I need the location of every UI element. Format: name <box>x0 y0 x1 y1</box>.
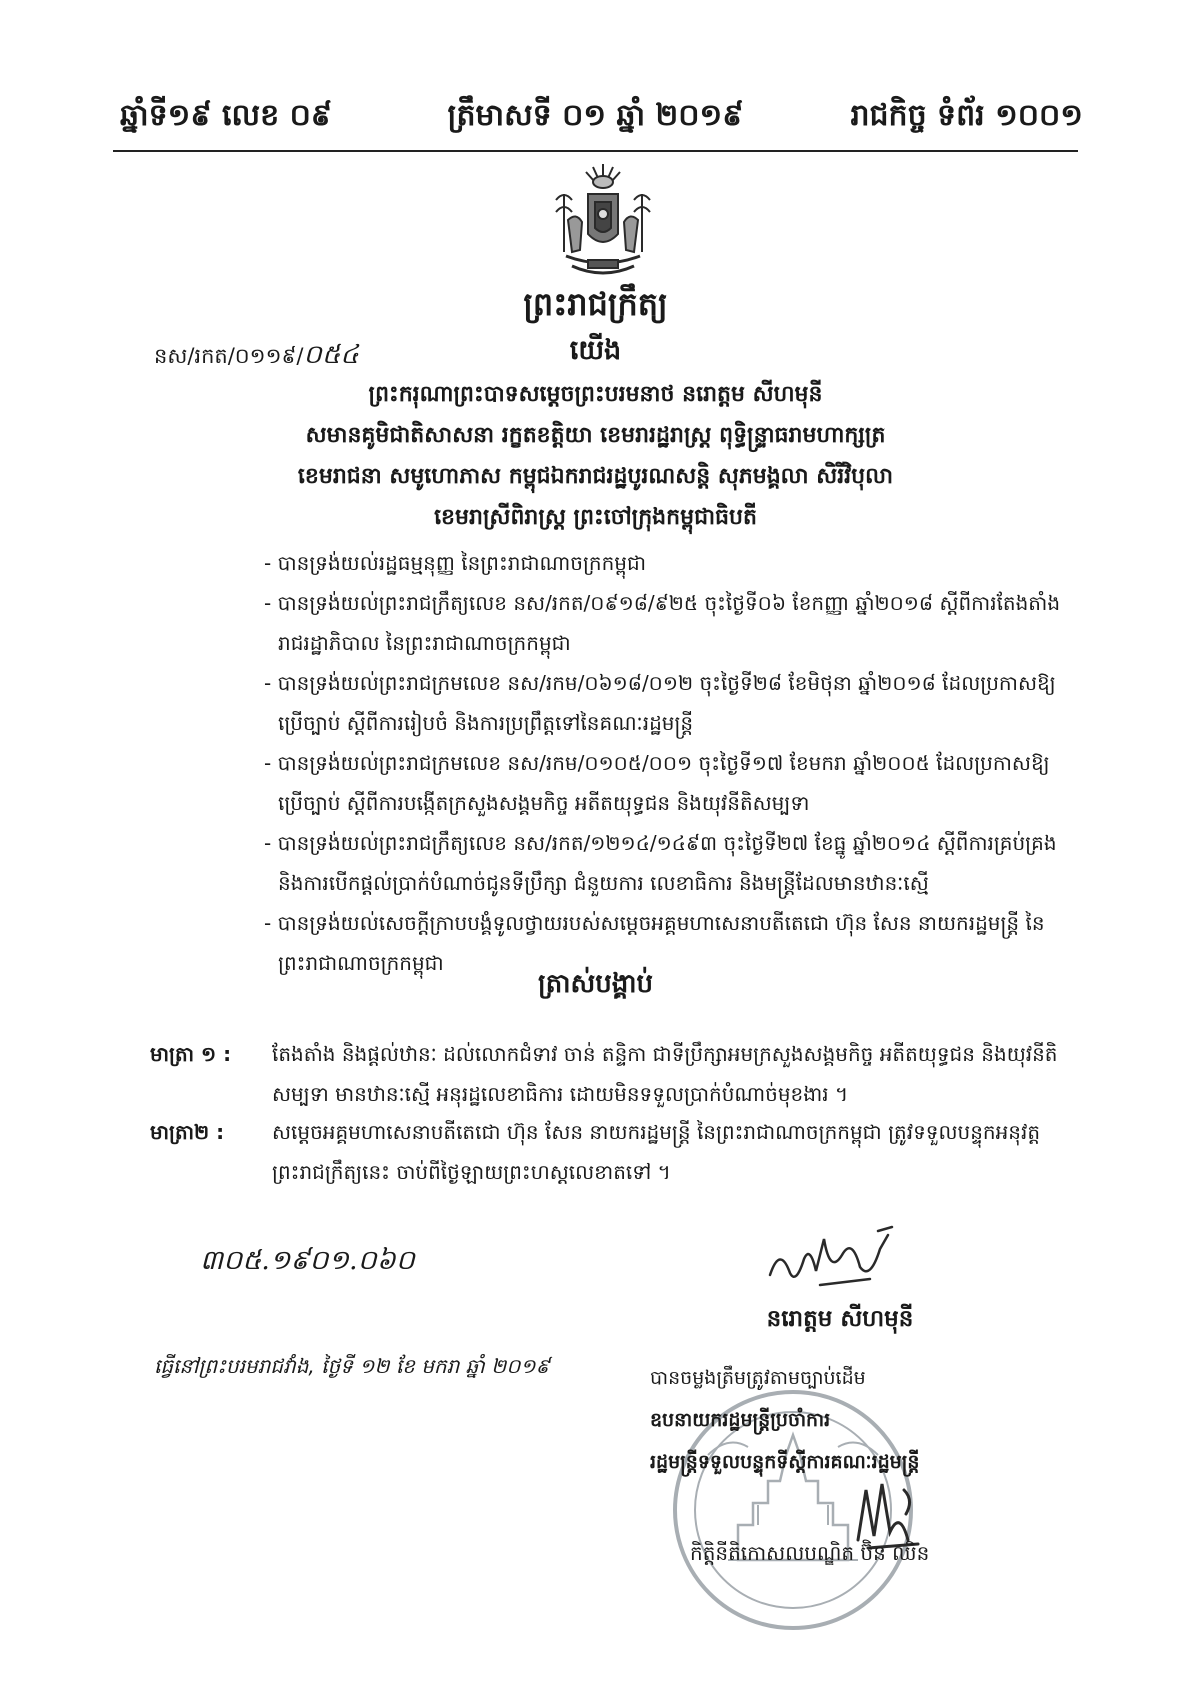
consideration-item: - បានទ្រង់យល់ព្រះរាជក្រមលេខ នស/រកម/០៦១៨/០១២ ចុះថ្ងៃទី២៨ ខែមិថុនា ឆ្នាំ២០១៨ ដែលប្រកាសឱ្យប្រើច្បាប់ ស្តីពីការរៀបចំ និងការប្រព្រឹត្តទៅនៃគណៈរដ្ឋមន្ត្រី <box>264 671 1056 735</box>
gazette-page-number: រាជកិច្ច ទំព័រ ១០០១ <box>850 98 1083 133</box>
consideration-item: - បានទ្រង់យល់ព្រះរាជក្រឹត្យលេខ នស/រកត/១២១៤/១៤៩៣ ចុះថ្ងៃទី២៧ ខែធ្នូ ឆ្នាំ២០១៤ ស្តីពីការគ្រប់គ្រង និងការបើកផ្តល់ប្រាក់បំណាច់ជូនទីប្រឹក្សា ជំនួយការ លេខាធិការ និងមន្ត្រីដែលមានឋានៈស្មើ <box>264 831 1057 895</box>
consideration-item: - បានទ្រង់យល់ព្រះរាជក្រមលេខ នស/រកម/០១០៥/០០១ ចុះថ្ងៃទី១៧ ខែមករា ឆ្នាំ២០០៥ ដែលប្រកាសឱ្យប្រើច្បាប់ ស្តីពីការបង្កើតក្រសួងសង្គមកិច្ច អតីតយុទ្ធជន និងយុវនីតិសម្បទា <box>264 751 1050 815</box>
article-label: មាត្រា២ : <box>150 1120 225 1144</box>
certification-line: រដ្ឋមន្ត្រីទទួលបន្ទុកទីស្តីការគណៈរដ្ឋមន្ត្រី <box>650 1451 920 1473</box>
registry-code-handwritten: ៣០៥.១៩០១.០៦០ <box>200 1245 415 1276</box>
king-title-line: សមានគូមិជាតិសាសនា រក្ខតខត្តិយា ខេមរារដ្ឋរាស្ត្រ ពុទ្ធិន្ទ្រាធរាមហាក្សត្រ <box>305 423 886 448</box>
consideration-item: - បានទ្រង់យល់រដ្ឋធម្មនុញ្ញ នៃព្រះរាជាណាចក្រកម្ពុជា <box>264 551 647 575</box>
certification-block <box>650 1357 919 1483</box>
considerations-list <box>264 543 1064 983</box>
article-1 <box>150 1034 1060 1114</box>
certification-line: ឧបនាយករដ្ឋមន្ត្រីប្រចាំការ <box>650 1409 831 1431</box>
secretary-name: កិត្តិនីតិកោសលបណ្ឌិត ប៊ិន ឈិន <box>690 1541 930 1565</box>
decree-we: យើង <box>569 335 622 366</box>
king-signature-icon <box>760 1215 920 1295</box>
article-text: តែងតាំង និងផ្តល់ឋានៈ ដល់លោកជំទាវ ចាន់ តន្ទិកា ជាទីប្រឹក្សាអមក្រសួងសង្គមកិច្ច អតីតយុទ្ធជន និងយុវនីតិសម្បទា មានឋានៈស្មើ អនុរដ្ឋលេខាធិការ ដោយមិនទទួលប្រាក់បំណាច់មុខងារ ។ <box>272 1042 1058 1106</box>
king-title-line: ខេមរាស្រីពិរាស្ត្រ ព្រះចៅក្រុងកម្ពុជាធិបតី <box>434 505 757 530</box>
king-name: នរោត្តម សីហមុនី <box>766 1306 914 1332</box>
decree-reference-handwritten: ០៥៤ <box>303 340 359 370</box>
consideration-item: - បានទ្រង់យល់សេចក្តីក្រាបបង្គំទូលថ្វាយរបស់សម្តេចអគ្គមហាសេនាបតីតេជោ ហ៊ុន សែន នាយករដ្ឋមន្ត្រី នៃព្រះរាជាណាចក្រកម្ពុជា <box>264 911 1045 975</box>
order-heading: ត្រាស់បង្គាប់ <box>537 969 654 999</box>
gazette-date: ត្រឹមាសទី ០១ ឆ្នាំ ២០១៩ <box>447 98 744 133</box>
place-and-date: ធ្វើនៅព្រះបរមរាជវាំង, ថ្ងៃទី ១២ ខែ មករា ឆ្នាំ ២០១៩ <box>154 1354 550 1378</box>
gazette-year-issue: ឆ្នាំទី១៩ លេខ ០៩ <box>120 98 333 133</box>
king-title-line: ខេមរាជនា សមូហោភាស កម្ពុជឯករាជរដ្ឋបូរណសន្តិ សុភមង្គលា សិរីវិបុលា <box>297 464 894 489</box>
certification-line: បានចម្លងត្រឹមត្រូវតាមច្បាប់ដើម <box>650 1367 866 1389</box>
royal-coat-of-arms-icon <box>548 160 658 282</box>
king-title-line: ព្រះករុណាព្រះបាទសម្តេចព្រះបរមនាថ នរោត្តម សីហមុនី <box>368 382 823 407</box>
article-text: សម្តេចអគ្គមហាសេនាបតីតេជោ ហ៊ុន សែន នាយករដ្ឋមន្ត្រី នៃព្រះរាជាណាចក្រកម្ពុជា ត្រូវទទួលបន្ទុកអនុវត្តព្រះរាជក្រឹត្យនេះ ចាប់ពីថ្ងៃឡាយព្រះហស្តលេខាតទៅ ។ <box>272 1120 1041 1184</box>
decree-reference-printed: នស/រកត/០១១៩/ <box>154 344 304 368</box>
consideration-item: - បានទ្រង់យល់ព្រះរាជក្រឹត្យលេខ នស/រកត/០៩១៨/៩២៥ ចុះថ្ងៃទី០៦ ខែកញ្ញា ឆ្នាំ២០១៨ ស្តីពីការតែងតាំងរាជរដ្ឋាភិបាល នៃព្រះរាជាណាចក្រកម្ពុជា <box>264 591 1061 655</box>
decree-title: ព្រះរាជក្រឹត្យ <box>523 285 668 323</box>
header-divider <box>113 150 1078 152</box>
article-label: មាត្រា ១ : <box>150 1042 232 1066</box>
article-2 <box>150 1112 1060 1192</box>
